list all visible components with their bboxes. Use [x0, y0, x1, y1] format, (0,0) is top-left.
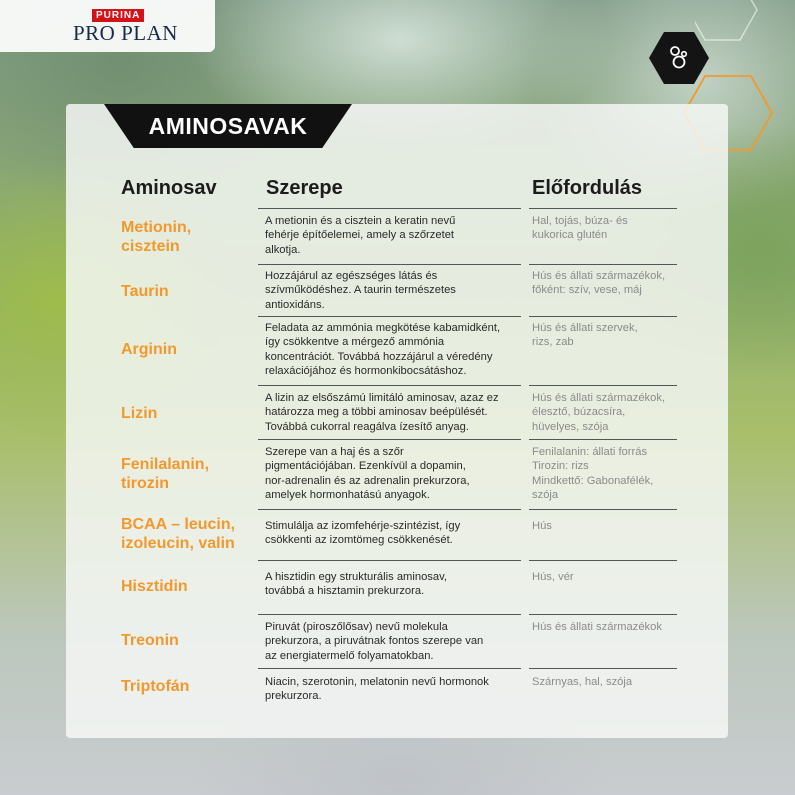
amino-occurrence-line: Hús és állati származékok, — [532, 270, 666, 282]
amino-occurrence-line: rizs, zab — [532, 336, 574, 349]
amino-role-line: továbbá a hisztamin prekurzora. — [265, 585, 425, 598]
amino-occurrence-line: Hal, tojás, búza- és — [532, 215, 628, 227]
row-divider — [258, 264, 521, 265]
amino-role-line: határozza meg a többi aminosav beépülését. — [265, 406, 488, 419]
amino-occurrence-line: Tirozin: rizs — [532, 460, 589, 473]
amino-role — [265, 269, 525, 312]
row-divider — [258, 509, 521, 510]
amino-role-line: amelyek hormonhatású anyagok. — [265, 488, 430, 501]
amino-name-line: izoleucin, valin — [121, 535, 235, 552]
amino-name-line: tirozin — [121, 475, 169, 492]
row-divider — [258, 385, 521, 386]
amino-name — [121, 218, 256, 256]
amino-role-line: nor-adrenalin és az adrenalin prekurzora, — [265, 474, 470, 487]
row-divider — [529, 560, 677, 561]
amino-name-line: Triptofán — [121, 678, 190, 695]
amino-role-line: Szerepe van a haj és a szőr — [265, 446, 404, 458]
amino-occurrence-line: Mindkettő: Gabonafélék, — [532, 474, 654, 487]
amino-role-line: Stimulálja az izomfehérje-szintézist, így — [265, 520, 461, 532]
amino-role — [265, 675, 525, 704]
amino-occurrence — [532, 214, 682, 243]
row-divider — [529, 509, 677, 510]
amino-role — [265, 445, 525, 502]
amino-role-line: pigmentációjában. Ezenkívül a dopamin, — [265, 460, 466, 473]
amino-name — [121, 515, 256, 553]
amino-role — [265, 620, 525, 663]
amino-role-line: Niacin, szerotonin, melatonin nevű hormonok — [265, 676, 489, 688]
column-header-amino: Aminosav — [121, 177, 217, 199]
row-divider — [529, 614, 677, 615]
brand-logo — [0, 0, 215, 52]
amino-name-line: Arginin — [121, 341, 177, 358]
amino-name — [121, 577, 256, 596]
amino-role-line: A lizin az elsőszámú limitáló aminosav, azaz ez — [265, 392, 499, 404]
amino-role-line: így csökkentve a mérgező ammónia — [265, 336, 445, 349]
amino-name — [121, 677, 256, 696]
amino-occurrence — [532, 570, 682, 584]
column-header-role: Szerepe — [266, 177, 343, 199]
amino-occurrence-line: Hús és állati származékok, — [532, 392, 666, 404]
brand-logo-top: PURINA — [92, 9, 144, 22]
amino-role — [265, 570, 525, 599]
amino-role — [265, 321, 525, 378]
amino-role-line: A hisztidin egy strukturális aminosav, — [265, 571, 447, 583]
amino-role — [265, 214, 525, 257]
amino-role-line: csökkenti az izomtömeg csökkenését. — [265, 534, 453, 547]
amino-occurrence — [532, 519, 682, 533]
row-divider — [258, 614, 521, 615]
amino-role-line: Továbbá cukorral reagálva ízesítő anyag. — [265, 420, 469, 433]
amino-occurrence-line: kukorica glutén — [532, 229, 608, 242]
amino-occurrence-line: Szárnyas, hal, szója — [532, 676, 633, 688]
amino-occurrence — [532, 675, 682, 689]
amino-role-line: az energiatermelő folyamatokban. — [265, 649, 434, 662]
amino-role-line: prekurzora, a piruvátnak fontos szerepe van — [265, 635, 484, 648]
row-divider — [258, 439, 521, 440]
amino-name-line: cisztein — [121, 238, 180, 255]
amino-occurrence-line: hüvelyes, szója — [532, 420, 609, 433]
amino-name — [121, 631, 256, 650]
amino-occurrence-line: Hús, vér — [532, 571, 574, 583]
amino-role-line: relaxációjához és hormonkibocsátáshoz. — [265, 364, 467, 377]
amino-role-line: Feladata az ammónia megkötése kabamidként, — [265, 322, 501, 334]
amino-name — [121, 340, 256, 359]
amino-name — [121, 404, 256, 423]
amino-name — [121, 455, 256, 493]
amino-role-line: Piruvát (piroszőlősav) nevű molekula — [265, 621, 448, 633]
amino-occurrence-line: Hús és állati szervek, — [532, 322, 638, 334]
amino-occurrence — [532, 391, 682, 434]
row-divider — [529, 316, 677, 317]
amino-occurrence-line: főként: szív, vese, máj — [532, 284, 642, 297]
amino-occurrence — [532, 620, 682, 634]
amino-occurrence-line: Hús — [532, 520, 552, 532]
amino-role-line: fehérje építőelemei, amely a szőrzetet — [265, 229, 455, 242]
row-divider — [258, 668, 521, 669]
amino-role-line: koncentrációt. Továbbá hozzájárul a véredény — [265, 350, 493, 363]
hexagon-decoration-faint — [695, 0, 795, 50]
amino-occurrence-line: élesztő, búzacsíra, — [532, 406, 626, 419]
amino-name-line: Treonin — [121, 632, 179, 649]
amino-occurrence — [532, 445, 682, 502]
amino-role — [265, 391, 525, 434]
amino-role-line: szívműködéshez. A taurin természetes — [265, 284, 456, 297]
amino-role — [265, 519, 525, 548]
amino-occurrence-line: Hús és állati származékok — [532, 621, 662, 633]
amino-role-line: antioxidáns. — [265, 298, 325, 311]
amino-role-line: alkotja. — [265, 243, 301, 256]
row-divider — [529, 668, 677, 669]
amino-occurrence — [532, 269, 682, 298]
row-divider — [529, 208, 677, 209]
row-divider — [258, 316, 521, 317]
page-title: AMINOSAVAK — [148, 113, 308, 139]
amino-role-line: A metionin és a cisztein a keratin nevű — [265, 215, 456, 227]
column-header-occurrence: Előfordulás — [532, 177, 643, 199]
row-divider — [258, 208, 521, 209]
amino-occurrence-line: Fenilalanin: állati forrás — [532, 446, 648, 458]
amino-name-line: Taurin — [121, 283, 169, 300]
amino-name-line: BCAA – leucin, — [121, 516, 236, 533]
row-divider — [529, 264, 677, 265]
amino-role-line: Hozzájárul az egészséges látás és — [265, 270, 438, 282]
amino-name — [121, 282, 256, 301]
amino-occurrence — [532, 321, 682, 350]
row-divider — [529, 385, 677, 386]
amino-occurrence-line: szója — [532, 488, 559, 501]
brand-logo-bottom: PRO PLAN — [73, 21, 178, 45]
amino-name-line: Hisztidin — [121, 578, 188, 595]
amino-name-line: Lizin — [121, 405, 158, 422]
amino-role-line: prekurzora. — [265, 690, 322, 703]
amino-name-line: Metionin, — [121, 219, 192, 236]
row-divider — [258, 560, 521, 561]
row-divider — [529, 439, 677, 440]
amino-name-line: Fenilalanin, — [121, 456, 210, 473]
